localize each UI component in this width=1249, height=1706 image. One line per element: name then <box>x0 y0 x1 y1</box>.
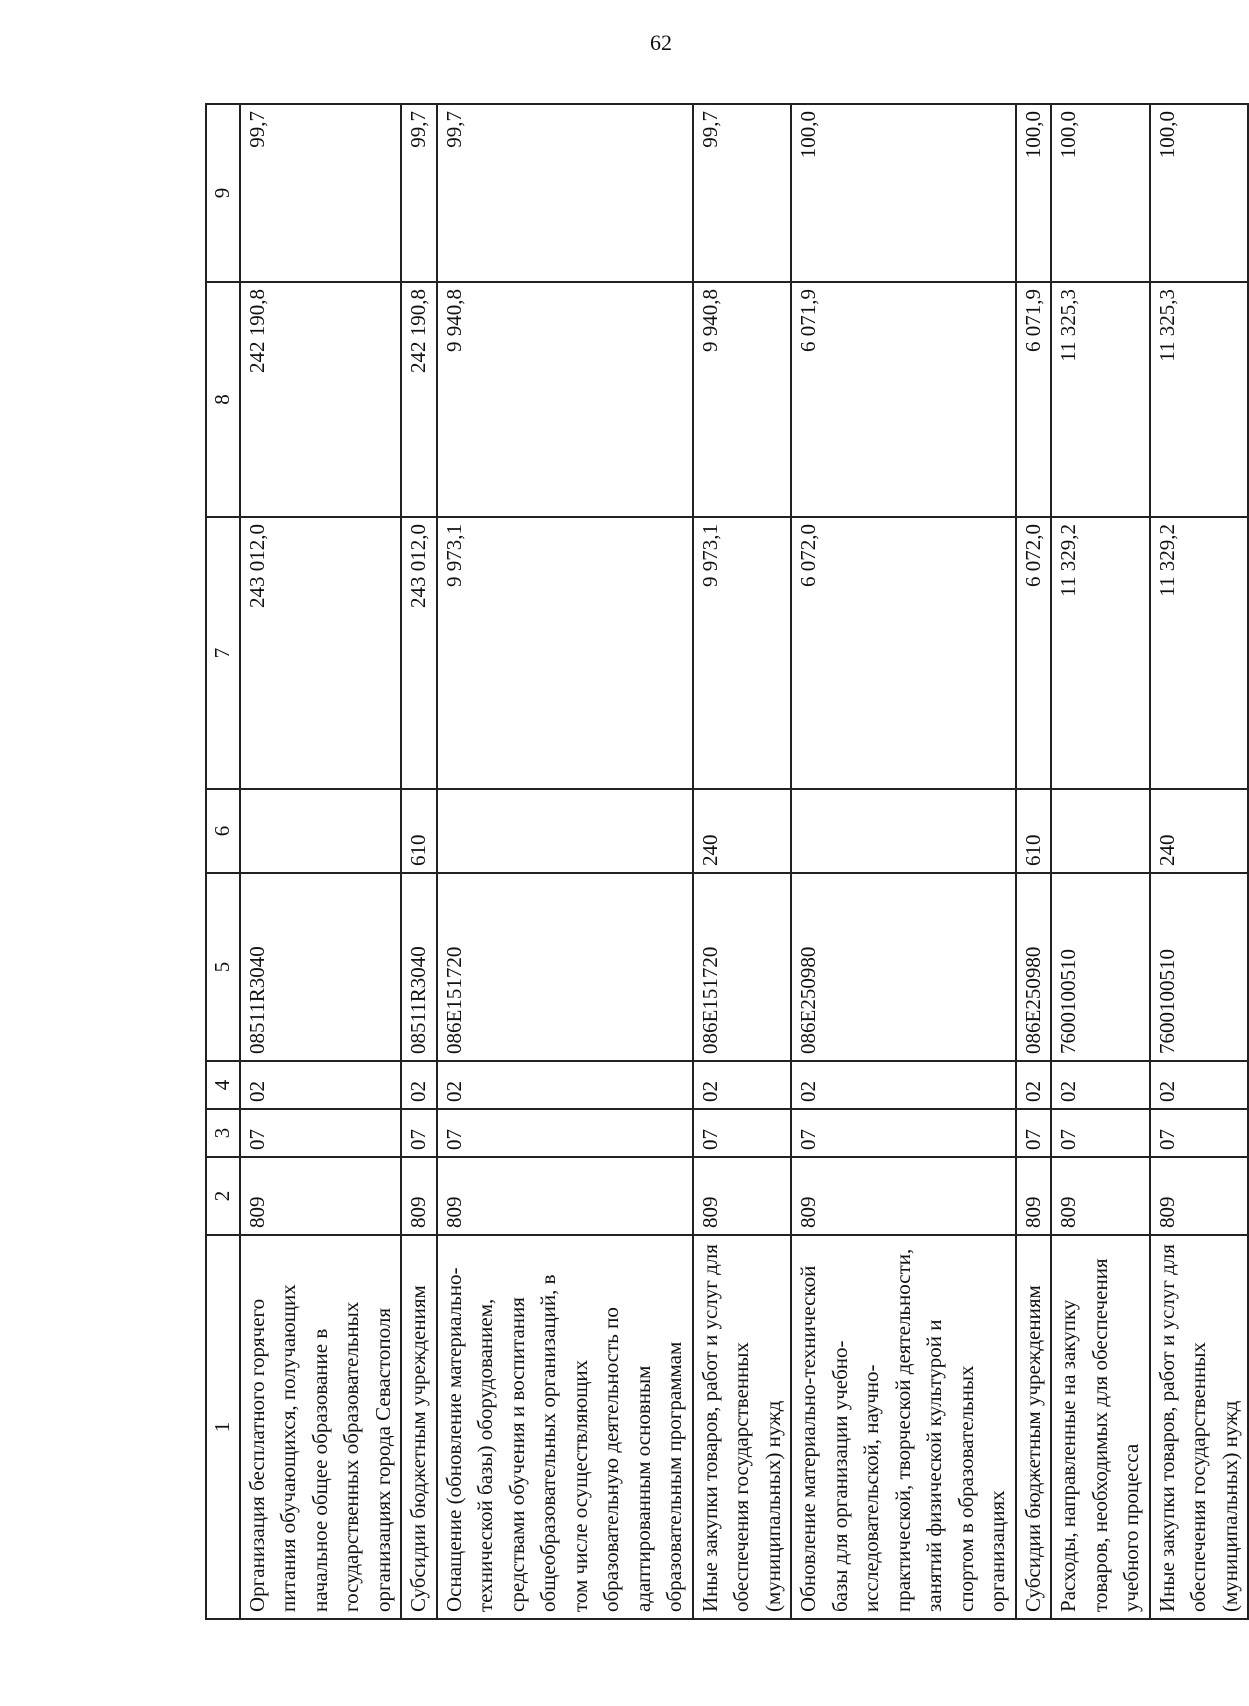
planned-amount: 9 973,1 <box>693 517 792 789</box>
budget-table <box>205 103 1249 1620</box>
expense-type-code: 610 <box>401 789 437 873</box>
ministry-code: 809 <box>240 1157 402 1235</box>
table-row <box>240 104 402 1619</box>
subsection-code: 02 <box>1150 1061 1249 1109</box>
section-code: 07 <box>240 1109 402 1157</box>
execution-percent: 99,7 <box>240 104 402 282</box>
table-row <box>401 104 437 1619</box>
subsection-code: 02 <box>240 1061 402 1109</box>
table-row <box>1016 104 1052 1619</box>
section-code: 07 <box>437 1109 693 1157</box>
ministry-code: 809 <box>791 1157 1016 1235</box>
ministry-code: 809 <box>1150 1157 1249 1235</box>
planned-amount: 9 973,1 <box>437 517 693 789</box>
column-header: 5 <box>206 873 240 1061</box>
subsection-code: 02 <box>693 1061 792 1109</box>
expense-type-code <box>437 789 693 873</box>
expense-name: Субсидии бюджетным учреждениям <box>1016 1235 1052 1619</box>
expense-type-code: 240 <box>693 789 792 873</box>
expense-type-code <box>791 789 1016 873</box>
executed-amount: 11 325,3 <box>1051 282 1150 517</box>
expense-type-code <box>240 789 402 873</box>
ministry-code: 809 <box>1051 1157 1150 1235</box>
planned-amount: 243 012,0 <box>401 517 437 789</box>
executed-amount: 242 190,8 <box>240 282 402 517</box>
subsection-code: 02 <box>437 1061 693 1109</box>
planned-amount: 243 012,0 <box>240 517 402 789</box>
page-number: 62 <box>650 30 672 55</box>
target-article-code: 086E250980 <box>1016 873 1052 1061</box>
executed-amount: 9 940,8 <box>437 282 693 517</box>
expense-name: Иные закупки товаров, работ и услуг для обеспечения государственных (муниципальных) нужд <box>1150 1235 1249 1619</box>
target-article-code: 7600100510 <box>1150 873 1249 1061</box>
subsection-code: 02 <box>791 1061 1016 1109</box>
executed-amount: 242 190,8 <box>401 282 437 517</box>
table-row <box>437 104 693 1619</box>
executed-amount: 6 071,9 <box>1016 282 1052 517</box>
column-header: 7 <box>206 517 240 789</box>
executed-amount: 6 071,9 <box>791 282 1016 517</box>
expense-name: Иные закупки товаров, работ и услуг для обеспечения государственных (муниципальных) нужд <box>693 1235 792 1619</box>
executed-amount: 9 940,8 <box>693 282 792 517</box>
section-code: 07 <box>401 1109 437 1157</box>
expense-name: Расходы, направленные на закупку товаров, необходимых для обеспечения учебного процесса <box>1051 1235 1150 1619</box>
section-code: 07 <box>1150 1109 1249 1157</box>
table-row <box>1150 104 1249 1619</box>
execution-percent: 100,0 <box>1051 104 1150 282</box>
execution-percent: 99,7 <box>401 104 437 282</box>
column-header: 8 <box>206 282 240 517</box>
column-header: 4 <box>206 1061 240 1109</box>
ministry-code: 809 <box>401 1157 437 1235</box>
ministry-code: 809 <box>1016 1157 1052 1235</box>
column-header: 1 <box>206 1235 240 1619</box>
execution-percent: 99,7 <box>693 104 792 282</box>
target-article-code: 08511R3040 <box>240 873 402 1061</box>
execution-percent: 99,7 <box>437 104 693 282</box>
ministry-code: 809 <box>693 1157 792 1235</box>
column-header: 9 <box>206 104 240 282</box>
target-article-code: 08511R3040 <box>401 873 437 1061</box>
executed-amount: 11 325,3 <box>1150 282 1249 517</box>
ministry-code: 809 <box>437 1157 693 1235</box>
expense-type-code: 240 <box>1150 789 1249 873</box>
subsection-code: 02 <box>1051 1061 1150 1109</box>
target-article-code: 086E151720 <box>437 873 693 1061</box>
subsection-code: 02 <box>1016 1061 1052 1109</box>
expense-name: Субсидии бюджетным учреждениям <box>401 1235 437 1619</box>
planned-amount: 11 329,2 <box>1150 517 1249 789</box>
planned-amount: 11 329,2 <box>1051 517 1150 789</box>
target-article-code: 7600100510 <box>1051 873 1150 1061</box>
execution-percent: 100,0 <box>1016 104 1052 282</box>
expense-name: Обновление материально-технической базы для организации учебно-исследовательской, научно-практической, творческой деятельности, занятий физической культурой и спортом в образовательных организациях <box>791 1235 1016 1619</box>
section-code: 07 <box>791 1109 1016 1157</box>
column-header: 3 <box>206 1109 240 1157</box>
expense-name: Оснащение (обновление материально-технической базы) оборудованием, средствами обучения и воспитания общеобразовательных организаций, в том числе осуществляющих образовательную деятельность по адаптированным основным образовательным программам <box>437 1235 693 1619</box>
subsection-code: 02 <box>401 1061 437 1109</box>
planned-amount: 6 072,0 <box>791 517 1016 789</box>
table-row <box>693 104 792 1619</box>
table-row <box>791 104 1016 1619</box>
column-header: 2 <box>206 1157 240 1235</box>
expense-type-code <box>1051 789 1150 873</box>
section-code: 07 <box>693 1109 792 1157</box>
execution-percent: 100,0 <box>791 104 1016 282</box>
section-code: 07 <box>1016 1109 1052 1157</box>
target-article-code: 086E151720 <box>693 873 792 1061</box>
budget-table-container <box>205 105 1242 1620</box>
table-header-row <box>206 104 240 1619</box>
target-article-code: 086E250980 <box>791 873 1016 1061</box>
execution-percent: 100,0 <box>1150 104 1249 282</box>
section-code: 07 <box>1051 1109 1150 1157</box>
expense-type-code: 610 <box>1016 789 1052 873</box>
expense-name: Организация бесплатного горячего питания обучающихся, получающих начальное общее образование в государственных образовательных организациях города Севастополя <box>240 1235 402 1619</box>
column-header: 6 <box>206 789 240 873</box>
table-row <box>1051 104 1150 1619</box>
planned-amount: 6 072,0 <box>1016 517 1052 789</box>
